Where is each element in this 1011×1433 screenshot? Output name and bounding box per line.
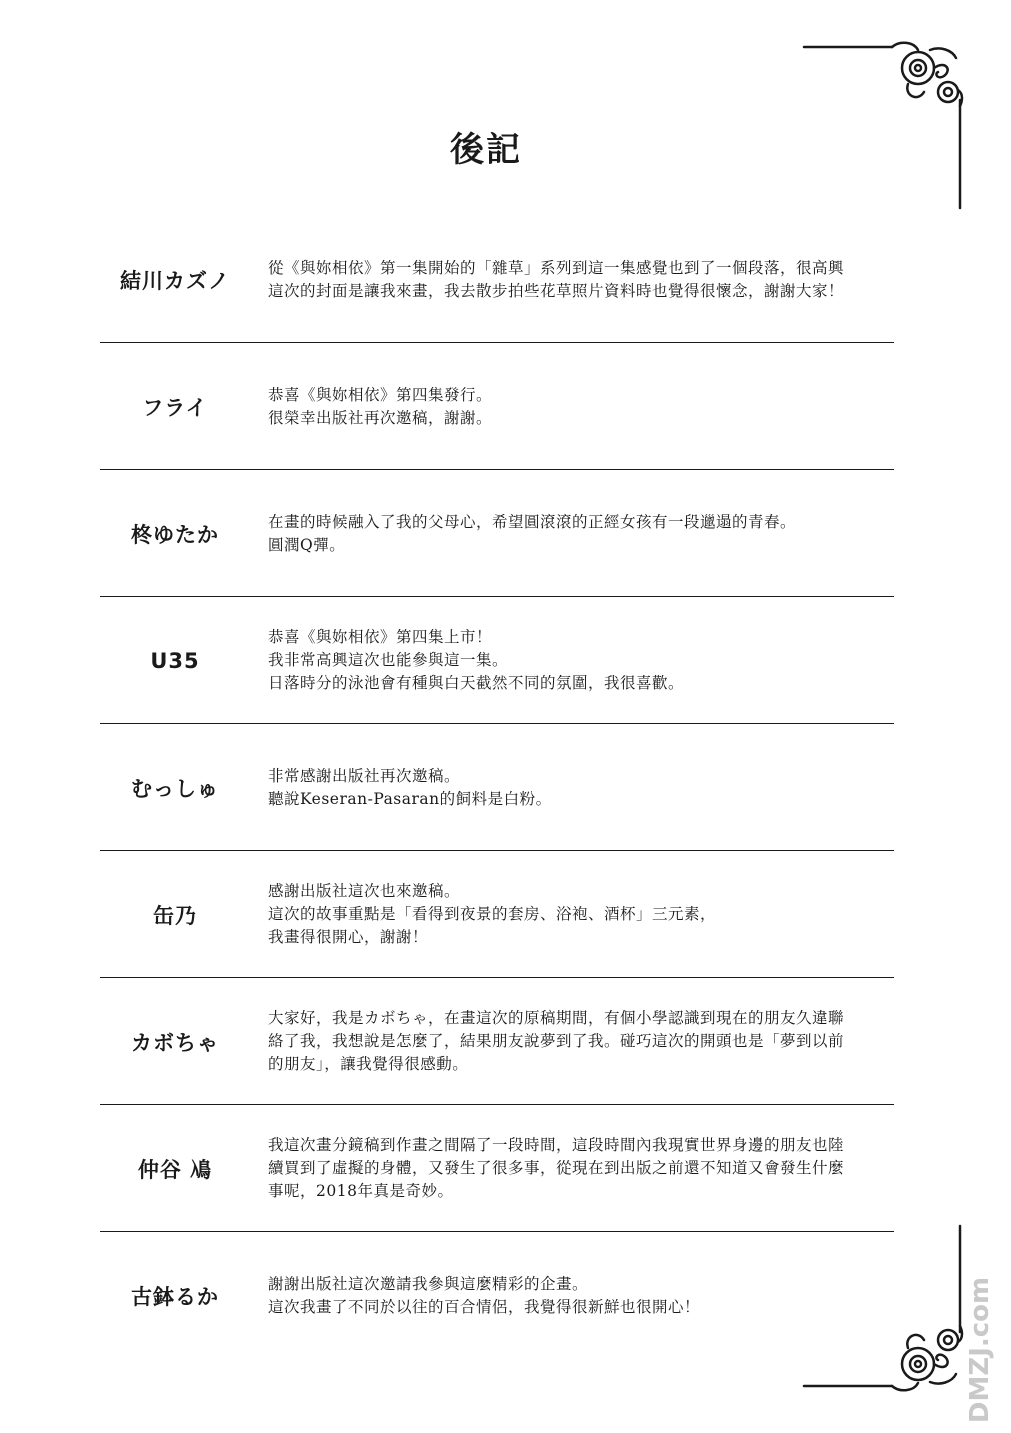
comment-line: 在畫的時候融入了我的父母心，希望圓滾滾的正經女孩有一段邋遢的青春。 xyxy=(268,512,797,531)
comment-line: 這次的故事重點是「看得到夜景的套房、浴袍、酒杯」三元素， xyxy=(268,905,717,923)
author-name: 缶乃 xyxy=(153,903,197,928)
comment-line: 我畫得很開心，謝謝！ xyxy=(268,928,429,946)
author-name: フライ xyxy=(142,395,208,420)
author-comment xyxy=(268,1232,894,1359)
page-title: 後記 xyxy=(450,130,522,170)
comment-line: 大家好，我是カボちゃ，在畫這次的原稿期間，有個小學認識到現在的朋友久違聯 xyxy=(268,1009,845,1027)
comment-line: 恭喜《與妳相依》第四集上市！ xyxy=(268,628,493,646)
author-name: 柊ゆたか xyxy=(131,522,219,547)
author-name: 結川カズノ xyxy=(120,268,230,293)
author-name: U35 xyxy=(150,648,200,673)
comment-line: 這次的封面是讓我來畫，我去散步拍些花草照片資料時也覺得很懷念，謝謝大家！ xyxy=(268,281,845,300)
comment-line: 感謝出版社這次也來邀稿。 xyxy=(268,882,461,900)
comment-line: 續買到了虛擬的身體，又發生了很多事，從現在到出版之前還不知道又會發生什麼 xyxy=(268,1159,845,1177)
author-name: 仲谷 鳰 xyxy=(137,1157,213,1182)
author-comment xyxy=(268,343,894,470)
site-watermark xyxy=(963,1271,997,1424)
comment-line: 的朋友」，讓我覺得很感動。 xyxy=(268,1055,469,1073)
afterword-entry xyxy=(100,1105,894,1232)
afterword-entry xyxy=(100,724,894,851)
author-comment xyxy=(268,1105,894,1232)
afterword-entry xyxy=(100,343,894,470)
author-comment xyxy=(268,724,894,851)
author-comment xyxy=(268,470,894,597)
comment-line: 這次我畫了不同於以往的百合情侶，我覺得很新鮮也很開心！ xyxy=(268,1297,701,1316)
comment-line: 我這次畫分鏡稿到作畫之間隔了一段時間，這段時間內我現實世界身邊的朋友也陸 xyxy=(268,1136,845,1154)
afterword-entry xyxy=(100,470,894,597)
comment-line: 恭喜《與妳相依》第四集發行。 xyxy=(268,385,493,404)
author-comment xyxy=(268,597,894,724)
afterword-entry xyxy=(100,216,894,343)
author-name: 古鉢るか xyxy=(131,1284,219,1309)
author-comment xyxy=(268,978,894,1105)
comment-line: 我非常高興這次也能參與這一集。 xyxy=(268,651,509,669)
comment-line: 圓潤Q彈。 xyxy=(268,535,346,554)
afterword-entry xyxy=(100,978,894,1105)
comment-line: 絡了我，我想說是怎麼了，結果朋友說夢到了我。碰巧這次的開頭也是「夢到以前 xyxy=(268,1032,845,1050)
author-name: むっしゅ xyxy=(131,776,219,801)
comment-line: 非常感謝出版社再次邀稿。 xyxy=(268,766,461,785)
comment-line: 謝謝出版社這次邀請我參與這麼精彩的企畫。 xyxy=(268,1274,589,1293)
comment-line: 從《與妳相依》第一集開始的「雜草」系列到這一集感覺也到了一個段落，很高興 xyxy=(268,258,845,277)
comment-line: 事呢，2018年真是奇妙。 xyxy=(268,1182,454,1200)
watermark-text: DMZJ.com xyxy=(965,1276,996,1424)
comment-line: 很榮幸出版社再次邀稿，謝謝。 xyxy=(268,408,493,427)
afterword-entry xyxy=(100,851,894,978)
author-comment xyxy=(268,216,894,343)
author-name: カボちゃ xyxy=(131,1030,219,1055)
afterword-entry xyxy=(100,1232,894,1359)
comment-line: 日落時分的泳池會有種與白天截然不同的氛圍，我很喜歡。 xyxy=(268,674,685,692)
comment-line: 聽說Keseran-Pasaran的飼料是白粉。 xyxy=(268,789,552,808)
author-comment xyxy=(268,851,894,978)
afterword-entry xyxy=(100,597,894,724)
